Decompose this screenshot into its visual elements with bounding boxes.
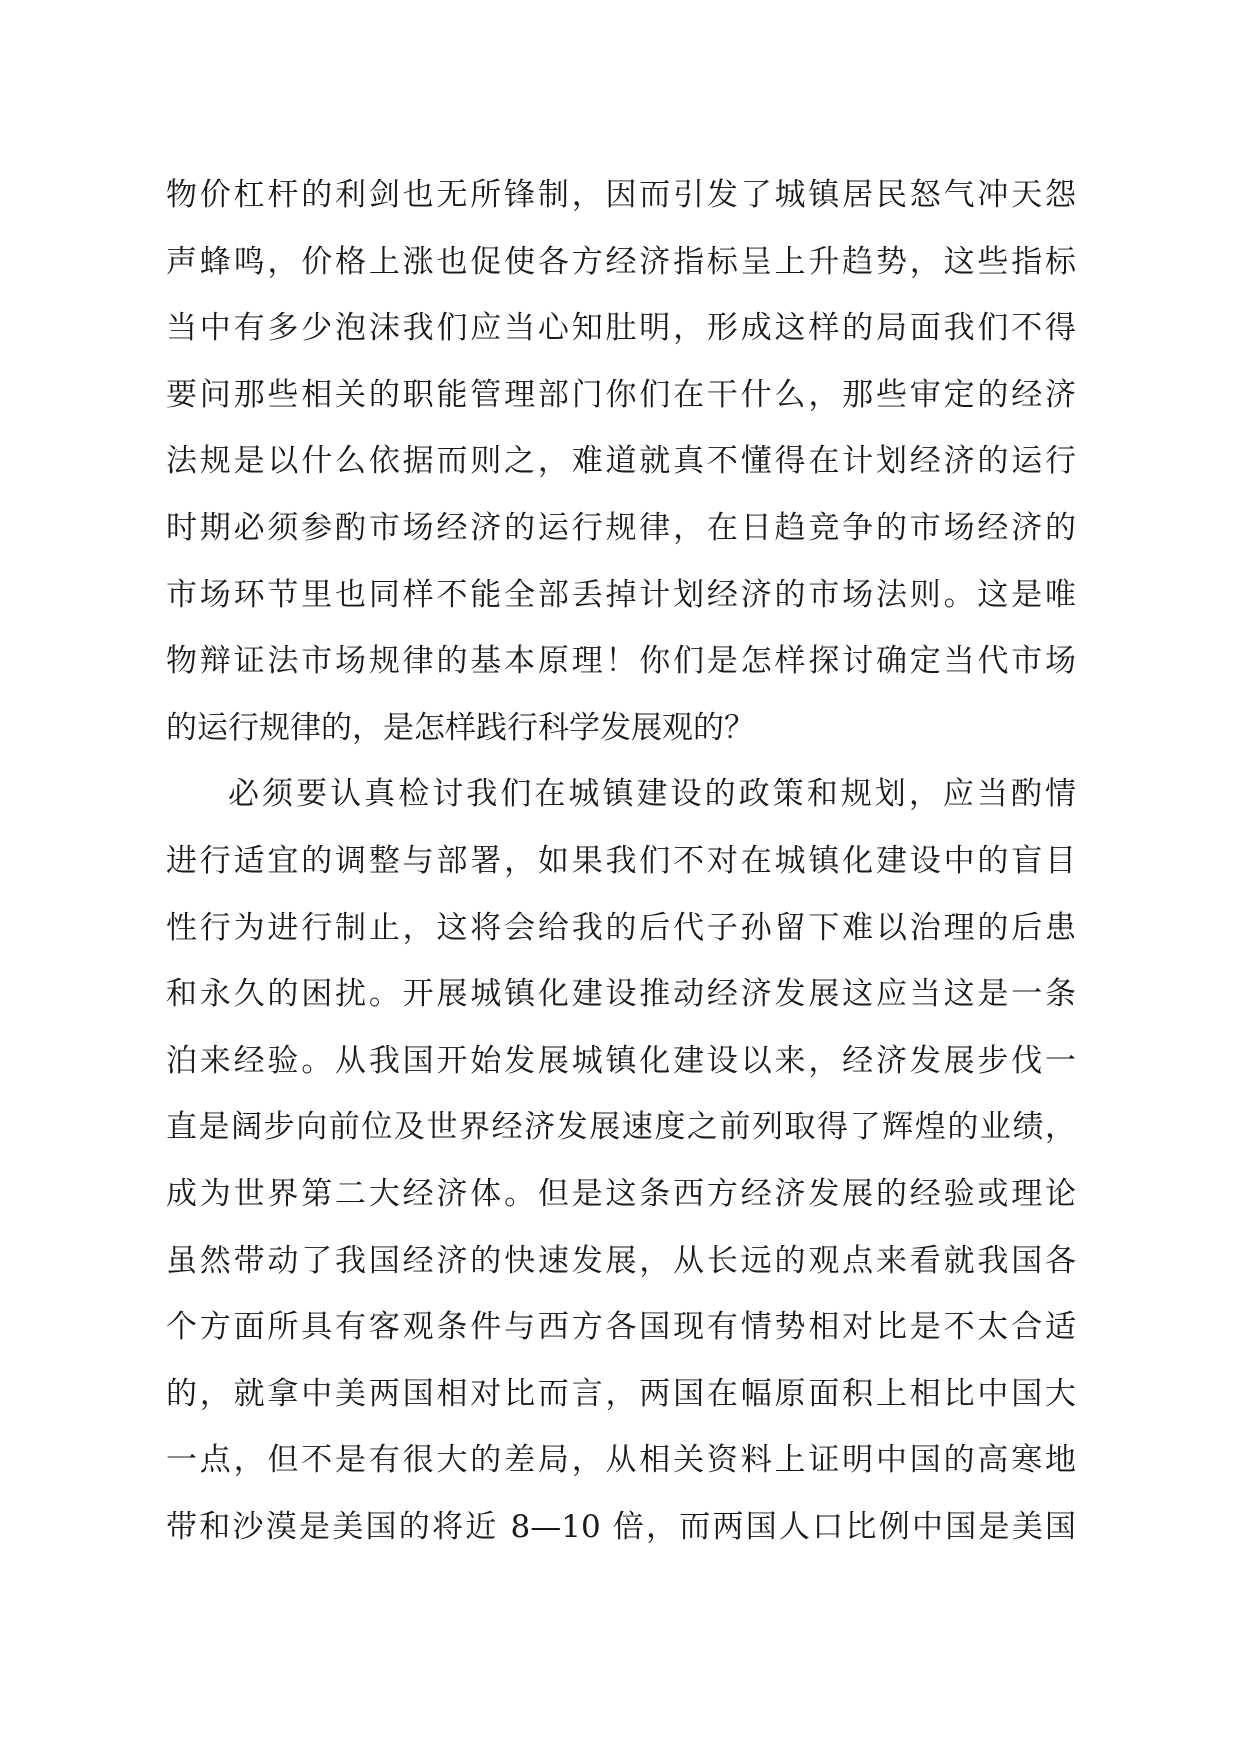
body-text bbox=[166, 162, 1076, 1560]
text-line: 带和沙漠是美国的将近 8—10 倍，而两国人口比例中国是美国 bbox=[166, 1508, 1076, 1545]
text-line: 要问那些相关的职能管理部门你们在干什么，那些审定的经济 bbox=[166, 376, 1076, 413]
text-line: 物辩证法市场规律的基本原理！你们是怎样探讨确定当代市场 bbox=[166, 643, 1076, 680]
text-line: 泊来经验。从我国开始发展城镇化建设以来，经济发展步伐一 bbox=[166, 1042, 1076, 1079]
text-line: 性行为进行制止，这将会给我的后代子孙留下难以治理的后患 bbox=[166, 909, 1076, 946]
paragraph-start-line: 必须要认真检讨我们在城镇建设的政策和规划，应当酌情 bbox=[228, 776, 1076, 813]
text-line: 的，就拿中美两国相对比而言，两国在幅原面积上相比中国大 bbox=[166, 1375, 1076, 1412]
text-line: 法规是以什么依据而则之，难道就真不懂得在计划经济的运行 bbox=[166, 443, 1076, 480]
text-line: 虽然带动了我国经济的快速发展，从长远的观点来看就我国各 bbox=[166, 1242, 1076, 1279]
text-line: 和永久的困扰。开展城镇化建设推动经济发展这应当这是一条 bbox=[166, 976, 1076, 1013]
text-line: 直是阔步向前位及世界经济发展速度之前列取得了辉煌的业绩， bbox=[166, 1109, 1076, 1146]
text-line: 一点，但不是有很大的差局，从相关资料上证明中国的高寒地 bbox=[166, 1442, 1076, 1479]
text-line: 市场环节里也同样不能全部丢掉计划经济的市场法则。这是唯 bbox=[166, 576, 1076, 613]
text-line: 时期必须参酌市场经济的运行规律，在日趋竞争的市场经济的 bbox=[166, 509, 1076, 546]
text-line: 声蜂鸣，价格上涨也促使各方经济指标呈上升趋势，这些指标 bbox=[166, 243, 1076, 280]
text-line: 个方面所具有客观条件与西方各国现有情势相对比是不太合适 bbox=[166, 1309, 1076, 1346]
text-line: 当中有多少泡沫我们应当心知肚明，形成这样的局面我们不得 bbox=[166, 310, 1076, 347]
text-line: 成为世界第二大经济体。但是这条西方经济发展的经验或理论 bbox=[166, 1175, 1076, 1212]
text-line: 物价杠杆的利剑也无所锋制，因而引发了城镇居民怒气冲天怨 bbox=[166, 177, 1076, 213]
text-line: 进行适宜的调整与部署，如果我们不对在城镇化建设中的盲目 bbox=[166, 842, 1076, 879]
paragraph-end-line: 的运行规律的，是怎样践行科学发展观的？ bbox=[166, 709, 755, 746]
